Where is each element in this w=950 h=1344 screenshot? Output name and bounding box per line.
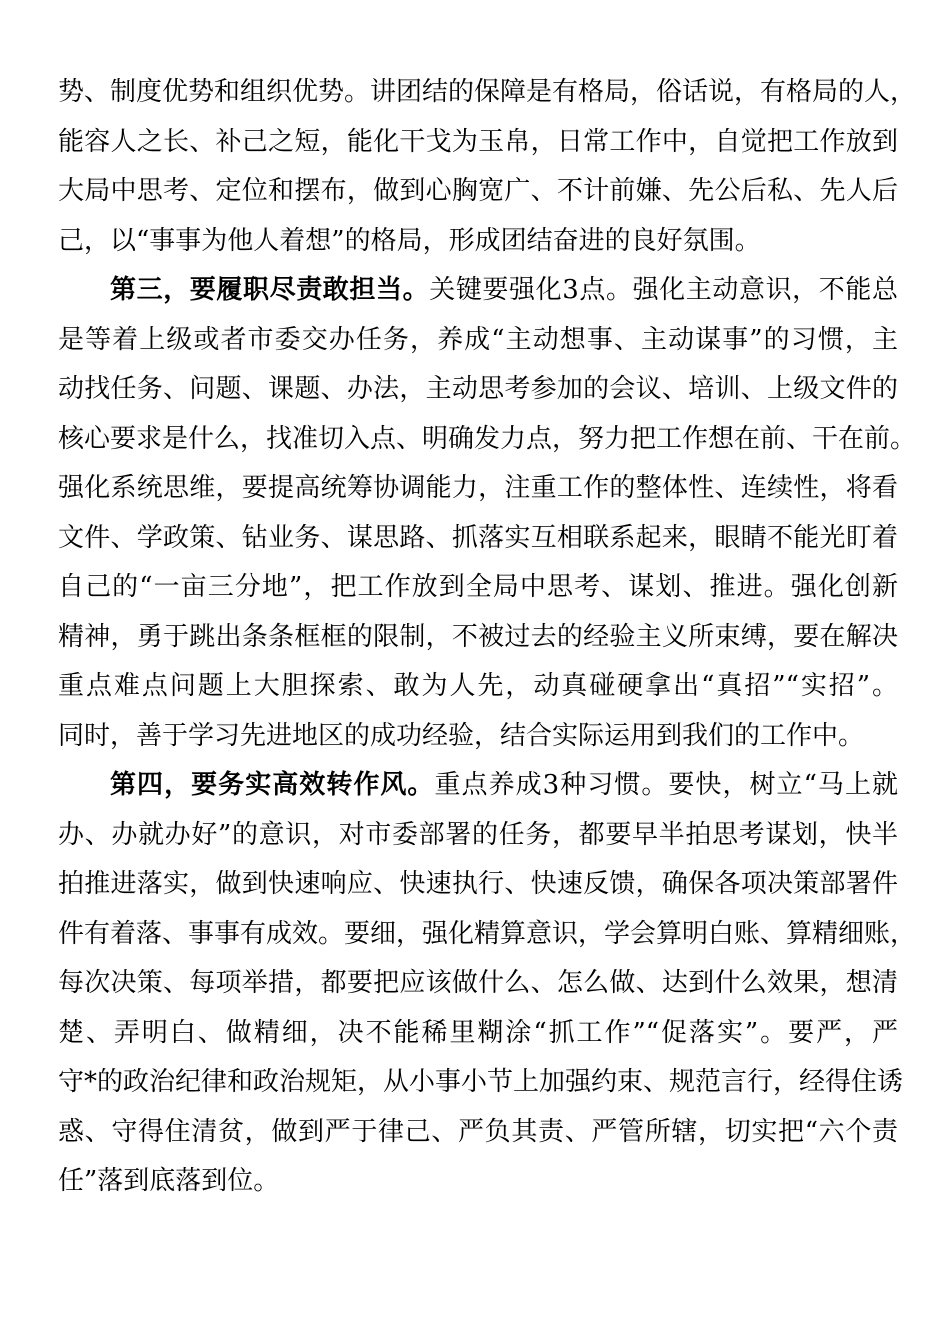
- paragraph-heading: 第三，要履职尽责敢担当。: [110, 275, 430, 305]
- text-line: 任”落到底落到位。: [58, 1166, 280, 1196]
- text-line: 楚、弄明白、做精细，决不能稀里糊涂“抓工作”“促落实”。要严，严: [58, 1017, 898, 1048]
- text-line: 己，以“事事为他人着想”的格局，形成团结奋进的良好氛围。: [58, 225, 761, 256]
- text-line: 核心要求是什么，找准切入点、明确发力点，努力把工作想在前、干在前。: [58, 423, 917, 454]
- paragraph-first-line: [58, 266, 898, 316]
- paragraph-3: [58, 761, 917, 1207]
- text-line: 惑、守得住清贫，做到严于律己、严负其责、严管所辖，切实把“六个责: [58, 1116, 898, 1147]
- text-line: 办、办就办好”的意识，对市委部署的任务，都要早半拍思考谋划，快半: [58, 819, 898, 850]
- text-line: 精神，勇于跳出条条框框的限制，不被过去的经验主义所束缚，要在解决: [58, 621, 898, 652]
- text-line: 件有着落、事事有成效。要细，强化精算意识，学会算明白账、算精细账，: [58, 918, 917, 949]
- text-line: 同时，善于学习先进地区的成功经验，结合实际运用到我们的工作中。: [58, 720, 865, 751]
- text-line: 重点难点问题上大胆探索、敢为人先，动真碰硬拿出“真招”“实招”。: [58, 671, 898, 701]
- text-line: 文件、学政策、钻业务、谋思路、抓落实互相联系起来，眼睛不能光盯着: [58, 522, 898, 553]
- text-line: 是等着上级或者市委交办任务，养成“主动想事、主动谋事”的习惯，主: [58, 324, 898, 355]
- text-line: 守*的政治纪律和政治规矩，从小事小节上加强约束、规范言行，经得住诱: [58, 1067, 904, 1097]
- text-line: 能容人之长、补己之短，能化干戈为玉帛，日常工作中，自觉把工作放到: [58, 126, 898, 157]
- paragraph-2: [58, 266, 917, 761]
- text-line: 拍推进落实，做到快速响应、快速执行、快速反馈，确保各项决策部署件: [58, 869, 898, 899]
- document-page: [58, 68, 917, 1207]
- text-line: 每次决策、每项举措，都要把应该做什么、怎么做、达到什么效果，想清: [58, 968, 898, 998]
- text-line: 自己的“一亩三分地”，把工作放到全局中思考、谋划、推进。强化创新: [58, 572, 898, 602]
- text-line: 势、制度优势和组织优势。讲团结的保障是有格局，俗话说，有格局的人，: [58, 77, 917, 107]
- paragraph-first-line: [58, 761, 898, 811]
- text-line: 动找任务、问题、课题、办法，主动思考参加的会议、培训、上级文件的: [58, 374, 898, 404]
- paragraph-heading: 第四，要务实高效转作风。: [110, 770, 435, 800]
- paragraph-1: [58, 68, 917, 266]
- text-line: 强化系统思维，要提高统筹协调能力，注重工作的整体性、连续性，将看: [58, 473, 898, 503]
- text-span: 关键要强化3点。强化主动意识，不能总: [429, 275, 898, 305]
- text-span: 重点养成3种习惯。要快，树立“马上就: [434, 770, 898, 800]
- text-line: 大局中思考、定位和摆布，做到心胸宽广、不计前嫌、先公后私、先人后: [58, 176, 898, 206]
